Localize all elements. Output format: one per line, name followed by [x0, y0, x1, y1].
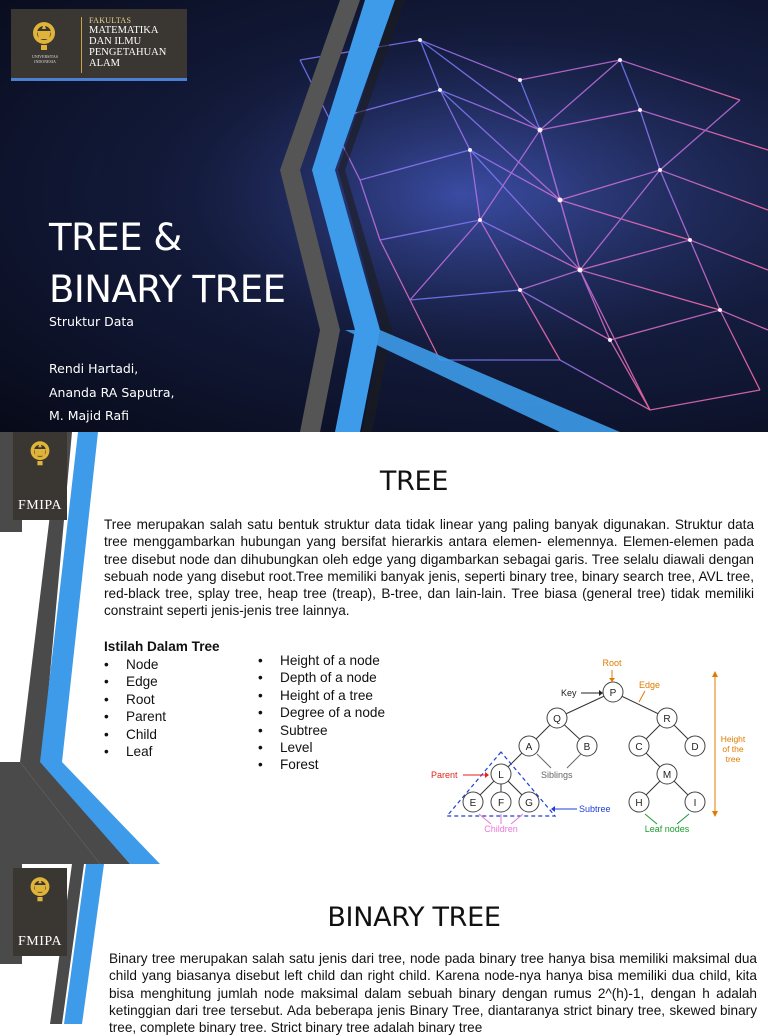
- node-label: L: [498, 770, 504, 781]
- list-item: • Root: [104, 691, 166, 708]
- root-label: Root: [602, 658, 622, 668]
- tree-node-labels: [470, 688, 699, 809]
- list-item: • Depth of a node: [258, 669, 385, 686]
- node-label: M: [662, 770, 672, 781]
- faculty-name-line: ALAM: [89, 58, 120, 69]
- node-label: I: [693, 798, 697, 809]
- node-label: P: [609, 688, 617, 699]
- tree-diagram: [425, 644, 761, 844]
- node-label: G: [525, 798, 533, 809]
- node-label: C: [635, 742, 643, 753]
- faculty-name-line: DAN ILMU: [89, 36, 142, 47]
- fmipa-label: FMIPA: [17, 934, 62, 949]
- node-label: F: [497, 798, 505, 809]
- list-item: • Height of a node: [258, 652, 385, 669]
- parent-label: Parent: [431, 770, 458, 780]
- node-label: H: [635, 798, 643, 809]
- edge-label: Edge: [639, 680, 661, 690]
- list-item: • Node: [104, 656, 166, 673]
- node-label: R: [663, 714, 671, 725]
- list-item: • Forest: [258, 756, 385, 773]
- children-label: Children: [484, 824, 518, 834]
- node-label: Q: [553, 714, 561, 725]
- slide-title: BINARY TREE: [327, 902, 501, 933]
- cover-slide: [0, 0, 768, 432]
- binary-tree-slide: [0, 864, 768, 1036]
- author-name: Rendi Hartadi,: [49, 361, 139, 376]
- slide-title: TREE: [379, 466, 449, 497]
- cover-subtitle: Struktur Data: [49, 314, 134, 329]
- faculty-name: [89, 25, 189, 69]
- list-item: • Parent: [104, 708, 166, 725]
- node-label: D: [691, 742, 699, 753]
- list-item: • Child: [104, 726, 166, 743]
- faculty-name-line: PENGETAHUAN: [89, 47, 167, 58]
- fmipa-label: FMIPA: [17, 498, 62, 513]
- terms-heading: Istilah Dalam Tree: [104, 639, 220, 654]
- height-label: tree: [725, 754, 741, 764]
- university-crest-icon: [27, 17, 61, 73]
- cover-title: [49, 212, 286, 316]
- key-label: Key: [561, 688, 577, 698]
- faculty-logo: [11, 9, 187, 81]
- node-label: A: [525, 742, 533, 753]
- list-item: • Level: [258, 739, 385, 756]
- tree-slide: [0, 432, 768, 864]
- height-label: of the: [722, 744, 744, 754]
- university-name: UNIVERSITAS INDONESIA: [32, 54, 58, 64]
- tree-description: Tree merupakan salah satu bentuk struktur data tidak linear yang paling banyak digunakan. Struktur data tree menggambarkan hubungan yang bersifat hierarkis antara elemen- elemennya. Elemen-elemen pada tree disebut node dan dihubungkan oleh edge yang digambarkan sebagai garis. Tree selalu diawali dengan sebuah node yang disebut root.Tree memiliki banyak jenis, seperti binary tree, binary search tree, AVL tree, red-black tree, splay tree, heap tree (treap), B-tree, dan lain-lain. Tree biasa (general tree) tidak memiliki constraint seperti jenis-jenis tree lainnya.: [104, 517, 754, 619]
- logo-divider: [81, 17, 82, 73]
- terms-list-left: [104, 656, 166, 760]
- binary-tree-description: Binary tree merupakan salah satu jenis dari tree, node pada binary tree hanya bisa memiliki maksimal dua child yang biasanya disebut left child dan right child. Karena node-nya hanya bisa memiliki dua child, kita bisa menghitung jumlah node maksimal dalam sebuah binary dengan rumus 2^(h)-1, dengan h adalah ketinggian dari tree tersebut. Ada beberapa jenis Binary Tree, diantaranya strict binary tree, skewed binary tree, complete binary tree. Strict binary tree adalah binary tree: [109, 951, 757, 1036]
- list-item: • Degree of a node: [258, 704, 385, 721]
- faculty-label: FAKULTAS: [89, 16, 132, 25]
- cover-title-line: TREE &: [49, 216, 182, 259]
- height-label: Height: [720, 734, 746, 744]
- list-item: • Subtree: [258, 722, 385, 739]
- node-label: E: [469, 798, 477, 809]
- subtree-label: Subtree: [579, 804, 611, 814]
- list-item: • Height of a tree: [258, 687, 385, 704]
- list-item: • Edge: [104, 673, 166, 690]
- author-name: Ananda RA Saputra,: [49, 385, 175, 400]
- terms-list-right: [258, 652, 385, 774]
- author-name: M. Majid Rafi: [49, 408, 129, 423]
- faculty-name-line: MATEMATIKA: [89, 25, 159, 36]
- leaf-nodes-label: Leaf nodes: [644, 824, 690, 834]
- list-item: • Leaf: [104, 743, 166, 760]
- siblings-label: Siblings: [541, 770, 573, 780]
- node-label: B: [583, 742, 591, 753]
- cover-title-line: BINARY TREE: [49, 268, 286, 311]
